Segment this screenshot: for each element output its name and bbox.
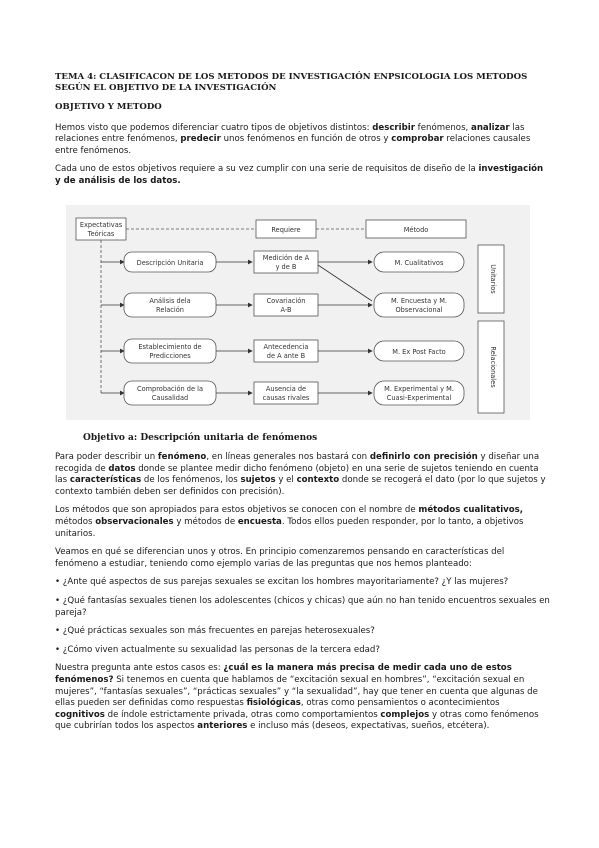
objetivo-a-heading: Objetivo a: Descripción unitaria de fenómenos <box>83 433 318 443</box>
svg-text:Observacional: Observacional <box>395 306 443 314</box>
svg-text:causas rivales: causas rivales <box>262 394 310 402</box>
svg-text:Cuasi-Experimental: Cuasi-Experimental <box>386 394 452 402</box>
svg-text:Establecimiento de: Establecimiento de <box>138 343 202 351</box>
svg-text:A-B: A-B <box>280 306 292 314</box>
svg-text:Análisis dela: Análisis dela <box>149 297 191 305</box>
svg-text:M. Encuesta y M.: M. Encuesta y M. <box>390 297 448 305</box>
section-heading: OBJETIVO Y METODO <box>55 102 162 112</box>
intro-paragraph-2: Cada uno de estos objetivos requiere a su vez cumplir con una serie de requisitos de diseño de la investigación y de análisis de los datos. <box>55 164 544 186</box>
svg-text:Comprobación de la: Comprobación de la <box>136 385 204 393</box>
svg-text:Unitarios: Unitarios <box>489 264 497 294</box>
objetivo-a-paragraph-2: Los métodos que son apropiados para estos objetivos se conocen con el nombre de métodos cualitativos, métodos observacionales y métodos de encuesta. Todos ellos pueden responder, por lo tanto, a objetivos unitarios. <box>55 505 524 539</box>
expectativas-label: Expectativas <box>79 221 123 229</box>
svg-text:M. Ex Post Facto: M. Ex Post Facto <box>392 348 446 356</box>
objetivo-a-paragraph-3: Veamos en qué se diferencian unos y otros. En principio comenzaremos pensando en características del fenómeno a estudiar, teniendo como ejemplo varias de las preguntas que nos hemos planteado: <box>55 547 505 569</box>
methods-diagram <box>66 205 530 420</box>
objetivo-a-paragraph-4: Nuestra pregunta ante estos casos es: ¿cuál es la manera más precisa de medir cada uno de estos fenómenos? Si tenemos en cuenta que hablamos de “excitación sexual en hombres”, “excitación sexual en mujeres”, “fantasías sexuales”, “prácticas sexuales” y “la sexualidad”, hay que tener en cuenta que algunas de ellas pueden ser definidas como respuestas fisiológicas, otras como pensamientos o acontecimientos cognitivos de índole estrictamente privada, otras como comportamientos complejos y otras como fenómenos que cubrirían todos los aspectos anteriores e incluso más (deseos, expectativas, sueños, etcétera). <box>55 663 539 732</box>
bullet-item: • ¿Ante qué aspectos de sus parejas sexuales se excitan los hombres mayoritariamente? ¿Y las mujeres? <box>55 577 509 588</box>
diagram-svg <box>66 205 530 420</box>
bullet-item: • ¿Qué fantasías sexuales tienen los adolescentes (chicos y chicas) que aún no han tenido encuentros sexuales en pareja? <box>55 595 550 618</box>
svg-text:Covariación: Covariación <box>266 297 306 305</box>
svg-text:Causalidad: Causalidad <box>151 394 189 402</box>
svg-text:y de B: y de B <box>275 263 297 271</box>
objetivo-a-body <box>55 452 550 740</box>
intro-paragraph-1: Hemos visto que podemos diferenciar cuatro tipos de objetivos distintos: describir fenómenos, analizar las relaciones entre fenómenos, predecir unos fenómenos en función de otros y comprobar relaciones causales entre fenómenos. <box>55 122 531 156</box>
svg-text:Relación: Relación <box>156 306 184 314</box>
svg-text:M. Cualitativos: M. Cualitativos <box>394 259 444 267</box>
svg-text:Ausencia de: Ausencia de <box>265 385 307 393</box>
metodo-header: Método <box>403 226 429 234</box>
svg-text:Medición de A: Medición de A <box>262 254 310 262</box>
svg-text:de A ante B: de A ante B <box>266 352 306 360</box>
svg-text:M. Experimental y M.: M. Experimental y M. <box>384 385 454 393</box>
svg-text:Predicciones: Predicciones <box>149 352 191 360</box>
teoricas-label: Teóricas <box>87 230 115 238</box>
bullet-item: • ¿Qué prácticas sexuales son más frecuentes en parejas heterosexuales? <box>55 626 375 637</box>
requiere-header: Requiere <box>271 226 301 234</box>
svg-text:Antecedencia: Antecedencia <box>263 343 309 351</box>
svg-text:Relacionales: Relacionales <box>489 346 497 388</box>
document-title: TEMA 4: CLASIFICACON DE LOS METODOS DE INVESTIGACIÓN ENPSICOLOGIA LOS METODOS SEGÚN EL OBJETIVO DE LA INVESTIGACIÓN <box>55 72 528 93</box>
document-page <box>55 72 550 195</box>
objetivo-a-paragraph-1: Para poder describir un fenómeno, en líneas generales nos bastará con definirlo con precisión y diseñar una recogida de datos donde se plantee medir dicho fenómeno (objeto) en una serie de sujetos teniendo en cuenta las características de los fenómenos, los sujetos y el contexto donde se recogerá el dato (por lo que sujetos y contexto también deben ser definidos con precisión). <box>55 452 546 497</box>
svg-text:Descripción Unitaria: Descripción Unitaria <box>136 259 204 267</box>
bullet-item: • ¿Cómo viven actualmente su sexualidad las personas de la tercera edad? <box>55 644 380 655</box>
